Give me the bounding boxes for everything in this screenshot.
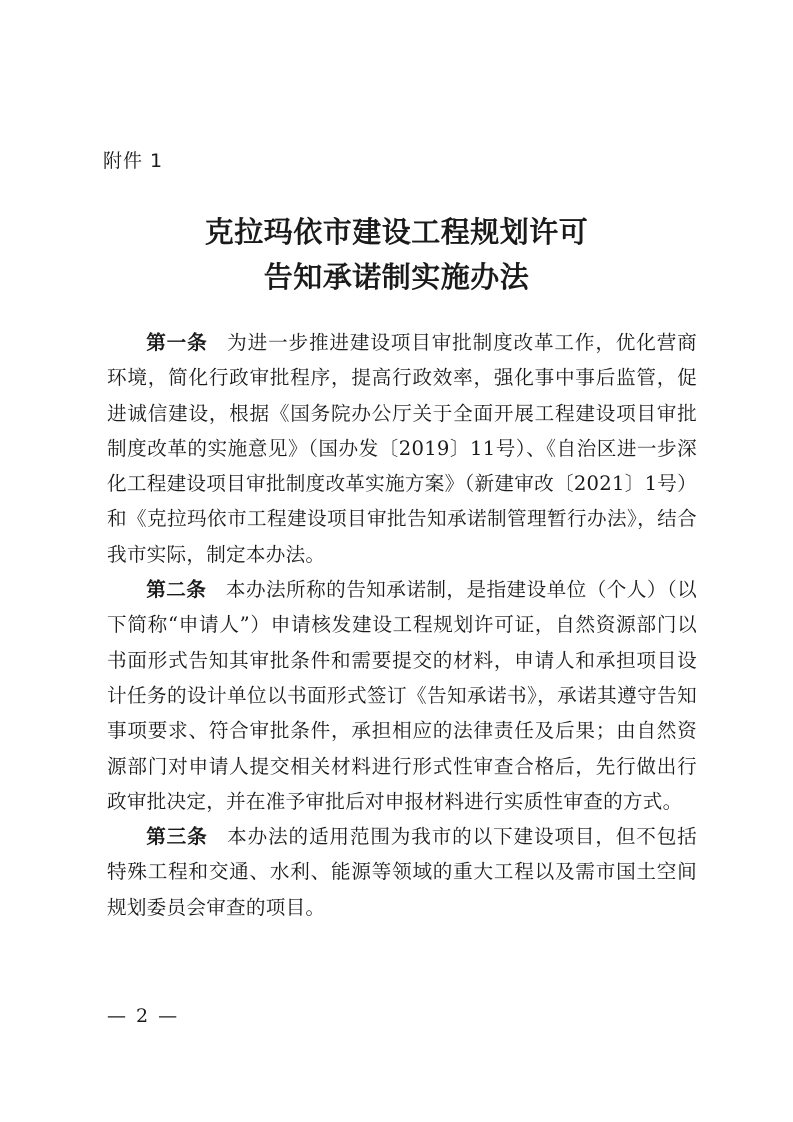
article-1-text: 为进一步推进建设项目审批制度改革工作，优化营商环境，简化行政审批程序，提高行政效率，强化事中事后监管，促进诚信建设，根据《国务院办公厅关于全面开展工程建设项目审批制度改革的实施意见》（国办发〔2019〕11号）、《自治区进一步深化工程建设项目审批制度改革实施方案》（新建审改〔2021〕1号）和《克拉玛依市工程建设项目审批告知承诺制管理暂行办法》，结合我市实际，制定本办法。 [107,331,698,566]
document-title [0,210,793,300]
document-body [107,325,697,925]
article-1 [107,325,697,572]
article-2-label: 第二条 [146,578,207,602]
article-2 [107,572,697,819]
title-line-2: 告知承诺制实施办法 [263,260,530,294]
article-3 [107,819,697,925]
article-3-label: 第三条 [146,825,208,849]
title-line-1: 克拉玛依市建设工程规划许可 [204,215,589,249]
article-3-text: 本办法的适用范围为我市的以下建设项目，但不包括特殊工程和交通、水利、能源等领域的重大工程以及需市国土空间规划委员会审查的项目。 [107,825,698,919]
article-1-label: 第一条 [146,331,208,354]
article-2-text: 本办法所称的告知承诺制，是指建设单位（个人）（以下简称“申请人”）申请核发建设工程规划许可证，自然资源部门以书面形式告知其审批条件和需要提交的材料，申请人和承担项目设计任务的设计单位以书面形式签订《告知承诺书》，承诺其遵守告知事项要求、符合审批条件，承担相应的法律责任及后果；由自然资源部门对申请人提交相关材料进行形式性审查合格后，先行做出行政审批决定，并在准予审批后对申报材料进行实质性审查的方式。 [107,578,698,813]
attachment-label: 附件 1 [103,150,164,172]
page-number: — 2 — [107,1005,180,1027]
